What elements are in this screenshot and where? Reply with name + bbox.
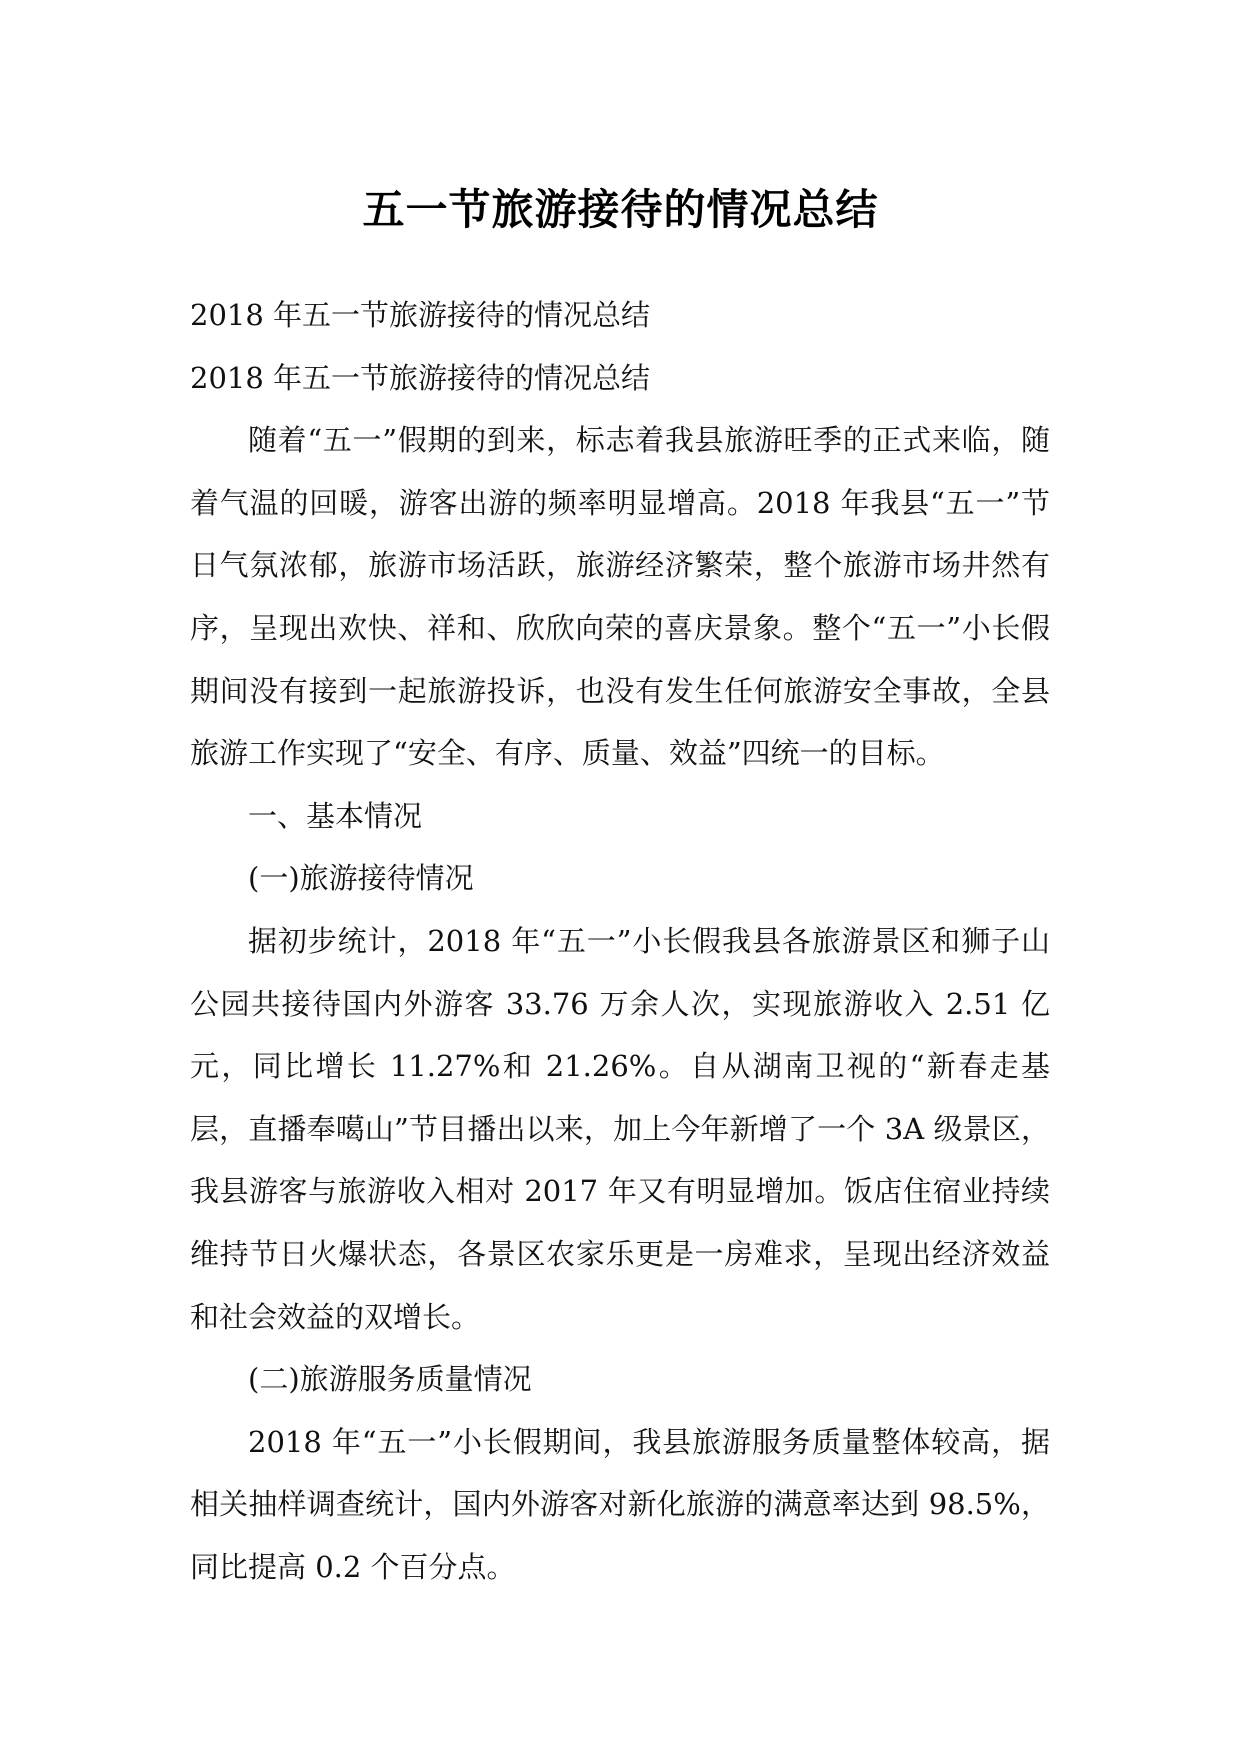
subsection-heading: (二)旅游服务质量情况 xyxy=(248,1362,532,1397)
body-paragraph: 据初步统计，2018 年“五一”小长假我县各旅游景区和狮子山公园共接待国内外游客 33.76 万余人次，实现旅游收入 2.51 亿元，同比增长 11.27%和 21.26%。自从湖南卫视的“新春走基层，直播奉噶山”节目播出以来，加上今年新增了一个 3A 级景区，我县游客与旅游收入相对 2017 年又有明显增加。饭店住宿业持续维持节日火爆状态，各景区农家乐更是一房难求，呈现出经济效益和社会效益的双增长。 xyxy=(190,923,1050,1334)
document-body xyxy=(190,284,1050,1598)
document-title: 五一节旅游接待的情况总结 xyxy=(362,185,879,235)
intro-paragraph: 随着“五一”假期的到来，标志着我县旅游旺季的正式来临，随着气温的回暖，游客出游的频率明显增高。2018 年我县“五一”节日气氛浓郁，旅游市场活跃，旅游经济繁荣，整个旅游市场井然有序，呈现出欢快、祥和、欣欣向荣的喜庆景象。整个“五一”小长假期间没有接到一起旅游投诉，也没有发生任何旅游安全事故，全县旅游工作实现了“安全、有序、质量、效益”四统一的目标。 xyxy=(190,423,1050,771)
body-paragraph: 2018 年“五一”小长假期间，我县旅游服务质量整体较高，据相关抽样调查统计，国内外游客对新化旅游的满意率达到 98.5%，同比提高 0.2 个百分点。 xyxy=(190,1424,1050,1584)
section-heading: 一、基本情况 xyxy=(248,798,423,833)
subsection-heading: (一)旅游接待情况 xyxy=(248,861,474,896)
subtitle-line: 2018 年五一节旅游接待的情况总结 xyxy=(190,360,651,395)
subtitle-line: 2018 年五一节旅游接待的情况总结 xyxy=(190,298,651,332)
